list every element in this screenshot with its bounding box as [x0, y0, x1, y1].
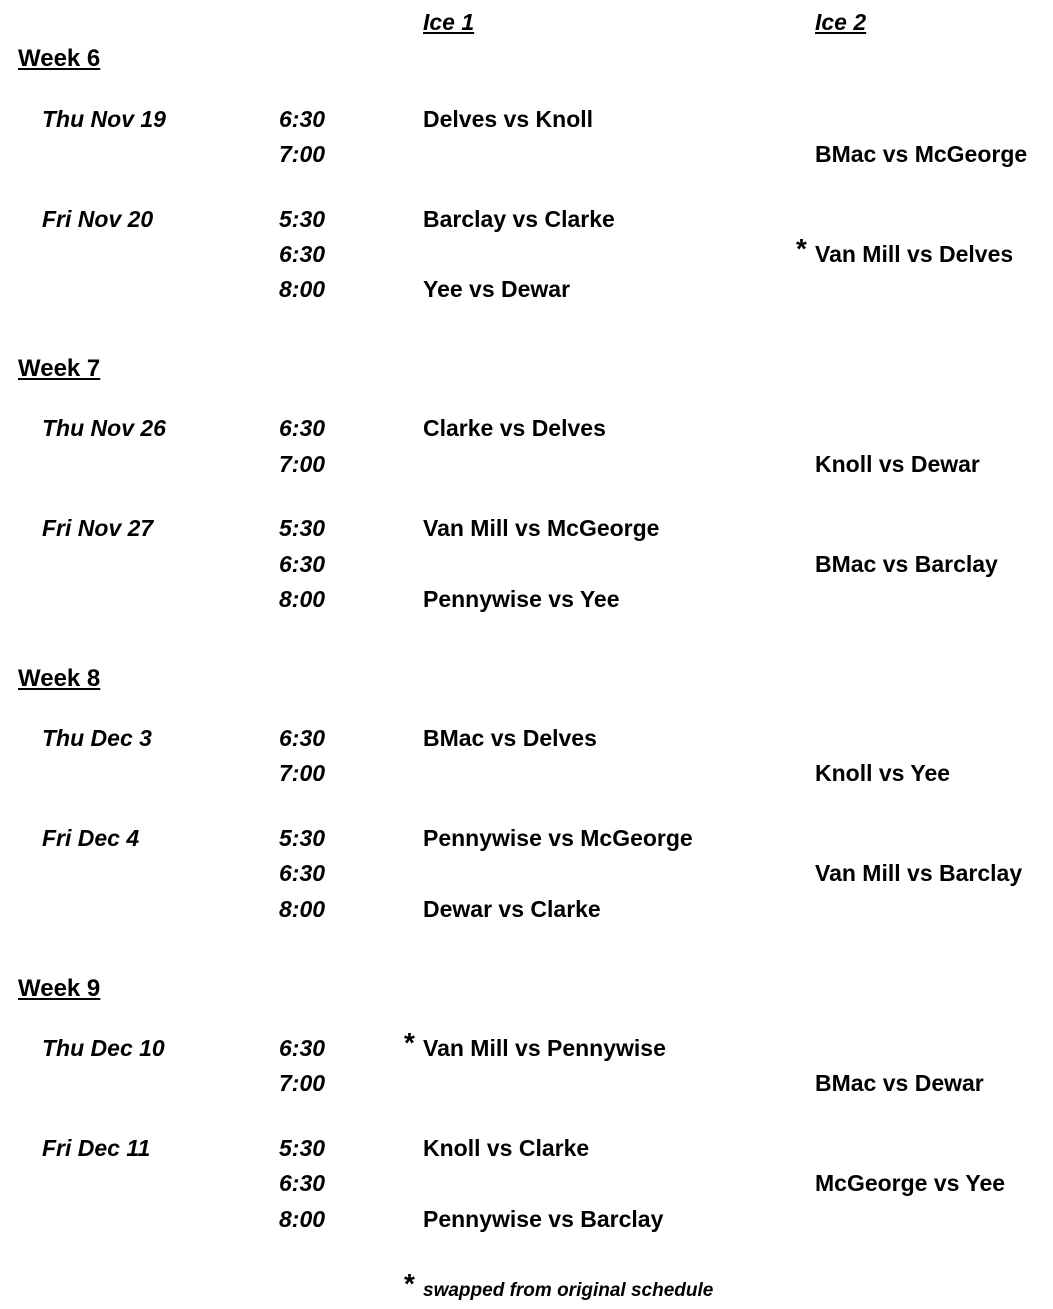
ice2-game: McGeorge vs Yee	[815, 1170, 1006, 1196]
ice1-game: Yee vs Dewar	[423, 276, 571, 302]
swap-asterisk: *	[796, 233, 807, 264]
ice1-game: Dewar vs Clarke	[423, 896, 601, 922]
slot-time: 8:00	[279, 1206, 326, 1232]
day-date: Thu Nov 19	[42, 106, 166, 132]
week-heading: Week 8	[18, 665, 101, 692]
ice2-game: Van Mill vs Barclay	[815, 860, 1023, 886]
footnote-text: swapped from original schedule	[423, 1280, 714, 1301]
slot-time: 6:30	[279, 860, 326, 886]
slot-time: 7:00	[279, 760, 326, 786]
day-date: Thu Nov 26	[42, 415, 166, 441]
slot-time: 6:30	[279, 725, 326, 751]
ice1-game: Van Mill vs McGeorge	[423, 515, 660, 541]
slot-time: 7:00	[279, 141, 326, 167]
slot-time: 6:30	[279, 415, 326, 441]
slot-time: 6:30	[279, 1035, 326, 1061]
ice2-game: BMac vs Barclay	[815, 551, 998, 577]
slot-time: 6:30	[279, 551, 326, 577]
footnote-asterisk: *	[404, 1268, 415, 1299]
day-date: Fri Dec 11	[42, 1135, 151, 1161]
ice1-game: BMac vs Delves	[423, 725, 597, 751]
day-date: Thu Dec 10	[42, 1035, 165, 1061]
slot-time: 6:30	[279, 106, 326, 132]
ice1-game: Clarke vs Delves	[423, 415, 606, 441]
slot-time: 6:30	[279, 1170, 326, 1196]
ice1-game: Van Mill vs Pennywise	[423, 1035, 666, 1061]
ice1-game: Pennywise vs McGeorge	[423, 825, 693, 851]
ice2-game: Knoll vs Yee	[815, 760, 951, 786]
week-heading: Week 7	[18, 355, 101, 382]
slot-time: 8:00	[279, 896, 326, 922]
ice2-game: BMac vs McGeorge	[815, 141, 1028, 167]
ice1-game: Knoll vs Clarke	[423, 1135, 590, 1161]
slot-time: 5:30	[279, 1135, 326, 1161]
ice2-header: Ice 2	[815, 9, 867, 35]
day-date: Thu Dec 3	[42, 725, 152, 751]
ice1-game: Pennywise vs Barclay	[423, 1206, 664, 1232]
slot-time: 7:00	[279, 451, 326, 477]
ice1-header: Ice 1	[423, 9, 475, 35]
day-date: Fri Nov 20	[42, 206, 154, 232]
ice1-game: Pennywise vs Yee	[423, 586, 620, 612]
ice1-game: Barclay vs Clarke	[423, 206, 615, 232]
ice2-game: Knoll vs Dewar	[815, 451, 980, 477]
slot-time: 5:30	[279, 825, 326, 851]
slot-time: 8:00	[279, 276, 326, 302]
ice2-game: BMac vs Dewar	[815, 1070, 984, 1096]
slot-time: 7:00	[279, 1070, 326, 1096]
week-heading: Week 6	[18, 45, 101, 72]
slot-time: 5:30	[279, 206, 326, 232]
slot-time: 5:30	[279, 515, 326, 541]
ice2-game: Van Mill vs Delves	[815, 241, 1014, 267]
week-heading: Week 9	[18, 975, 101, 1002]
slot-time: 8:00	[279, 586, 326, 612]
day-date: Fri Nov 27	[42, 515, 154, 541]
ice1-game: Delves vs Knoll	[423, 106, 594, 132]
swap-asterisk: *	[404, 1027, 415, 1058]
slot-time: 6:30	[279, 241, 326, 267]
day-date: Fri Dec 4	[42, 825, 140, 851]
